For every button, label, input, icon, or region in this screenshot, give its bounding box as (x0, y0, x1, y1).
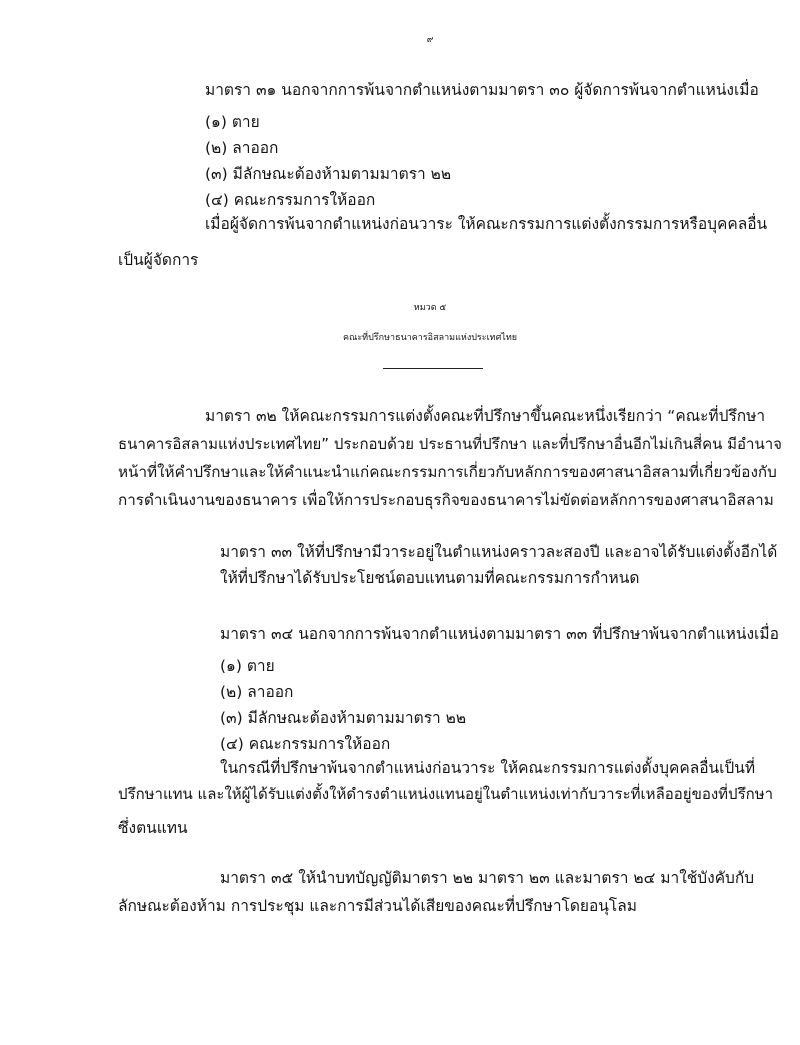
section-31-item-4: (๔) คณะกรรมการให้ออก (205, 191, 376, 209)
section-31-intro: มาตรา ๓๑ นอกจากการพ้นจากตำแหน่งตามมาตรา ๓๐ ผู้จัดการพ้นจากตำแหน่งเมื่อ (205, 81, 759, 99)
chapter-number: หมวด ๕ (413, 303, 447, 313)
section-32-line-3: หน้าที่ให้คำปรึกษาและให้คำแนะนำแก่คณะกรรมการเกี่ยวกับหลักการของศาสนาอิสลามที่เกี่ยวข้องกับ (118, 463, 777, 481)
section-32-line-1: มาตรา ๓๒ ให้คณะกรรมการแต่งตั้งคณะที่ปรึกษาขึ้นคณะหนึ่งเรียกว่า “คณะที่ปรึกษา (205, 407, 766, 425)
section-34-item-2: (๒) ลาออก (220, 683, 294, 701)
section-33-line-1: มาตรา ๓๓ ให้ที่ปรึกษามีวาระอยู่ในตำแหน่งคราวละสองปี และอาจได้รับแต่งตั้งอีกได้ (220, 543, 778, 561)
section-32-line-4: การดำเนินงานของธนาคาร เพื่อให้การประกอบธุรกิจของธนาคารไม่ขัดต่อหลักการของศาสนาอิสลาม (118, 491, 774, 509)
section-31-item-2: (๒) ลาออก (205, 139, 279, 157)
section-31-paragraph-line-1: เมื่อผู้จัดการพ้นจากตำแหน่งก่อนวาระ ให้คณะกรรมการแต่งตั้งกรรมการหรือบุคคลอื่น (205, 215, 768, 233)
section-34-paragraph-line-2: ปรึกษาแทน และให้ผู้ได้รับแต่งตั้งให้ดำรงตำแหน่งแทนอยู่ในตำแหน่งเท่ากับวาระที่เหลืออยู่ของที่ปรึกษา (118, 785, 774, 803)
section-32-line-2: ธนาคารอิสลามแห่งประเทศไทย” ประกอบด้วย ประธานที่ปรึกษา และที่ปรึกษาอื่นอีกไม่เกินสี่คน มีอำนาจ (118, 435, 782, 453)
section-31-item-1: (๑) ตาย (205, 113, 260, 131)
section-34-paragraph-line-1: ในกรณีที่ปรึกษาพ้นจากตำแหน่งก่อนวาระ ให้คณะกรรมการแต่งตั้งบุคคลอื่นเป็นที่ (220, 759, 756, 777)
section-34-paragraph-line-3: ซึ่งตนแทน (118, 819, 188, 837)
section-35-line-1: มาตรา ๓๕ ให้นำบทบัญญัติมาตรา ๒๒ มาตรา ๒๓ และมาตรา ๒๔ มาใช้บังคับกับ (220, 869, 755, 887)
chapter-divider (383, 368, 483, 369)
section-34-item-3: (๓) มีลักษณะต้องห้ามตามมาตรา ๒๒ (220, 709, 467, 727)
section-34-item-4: (๔) คณะกรรมการให้ออก (220, 735, 391, 753)
section-34-item-1: (๑) ตาย (220, 657, 275, 675)
page-number: ๙ (426, 35, 434, 45)
section-31-item-3: (๓) มีลักษณะต้องห้ามตามมาตรา ๒๒ (205, 165, 452, 183)
section-33-line-2: ให้ที่ปรึกษาได้รับประโยชน์ตอบแทนตามที่คณะกรรมการกำหนด (220, 569, 640, 587)
section-34-intro: มาตรา ๓๔ นอกจากการพ้นจากตำแหน่งตามมาตรา ๓๓ ที่ปรึกษาพ้นจากตำแหน่งเมื่อ (220, 625, 779, 643)
section-31-paragraph-line-2: เป็นผู้จัดการ (118, 251, 199, 269)
chapter-title: คณะที่ปรึกษาธนาคารอิสลามแห่งประเทศไทย (342, 333, 518, 343)
section-35-line-2: ลักษณะต้องห้าม การประชุม และการมีส่วนได้เสียของคณะที่ปรึกษาโดยอนุโลม (118, 897, 637, 915)
